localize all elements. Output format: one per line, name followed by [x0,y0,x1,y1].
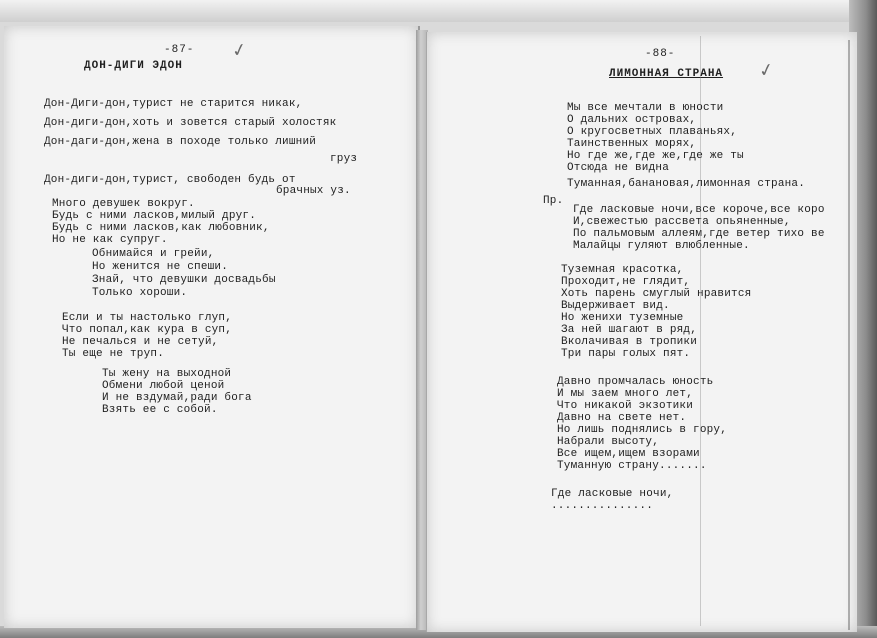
lyric-line: Проходит,не глядит, [561,276,691,288]
lyric-line: Что попал,как кура в суп, [62,324,233,336]
lyric-line: Ты еще не труп. [62,348,165,360]
lyric-line: Все ищем,ищем взорами [557,448,700,460]
lyric-line: О дальних островах, [567,114,697,126]
lyric-line: Малайцы гуляют влюбленные. [573,240,750,252]
lyric-line: И мы заем много лет, [557,388,694,400]
lyric-line: Туманную страну....... [557,460,707,472]
lyric-line: Дон-диги-дон,хоть и зовется старый холостяк [44,117,337,129]
page-number: -88- [645,48,676,60]
lyric-line: Давно промчалась юность [557,376,714,388]
right-page [426,32,857,632]
lyric-line: Туземная красотка, [561,264,684,276]
page-number: -87- [164,44,195,56]
page-edge-line [848,40,850,630]
lyric-line: И,свежестью рассвета опьяненные, [573,216,791,228]
pen-check-mark: ✓ [756,58,777,83]
lyric-line: брачных уз. [276,185,351,197]
lyric-line: Если и ты настолько глуп, [62,312,233,324]
lyric-line: Хоть парень смуглый нравится [561,288,752,300]
scan-top-border [0,0,877,22]
lyric-line: Обмени любой ценой [102,380,225,392]
lyric-line: Что никакой экзотики [557,400,694,412]
lyric-line: Будь с ними ласков,милый друг. [52,210,257,222]
lyric-line: Отсюда не видна [567,162,670,174]
lyric-line: О кругосветных плаваньях, [567,126,738,138]
lyric-line: Набрали высоту, [557,436,660,448]
lyric-line: Но лишь поднялись в гору, [557,424,728,436]
lyric-line: Но женится не спеши. [92,261,229,273]
lyric-line: Но где же,где же,где же ты [567,150,744,162]
lyric-line: Где ласковые ночи,все короче,все коро [573,204,825,216]
lyric-line: Но не как супруг. [52,234,168,246]
lyric-line: Где ласковые ночи, [551,488,674,500]
lyric-line: Давно на свете нет. [557,412,687,424]
lyric-line: Ты жену на выходной [102,368,232,380]
lyric-line: Вколачивая в тропики [561,336,698,348]
lyric-line: Знай, что девушки досвадьбы [92,274,276,286]
lyric-line: За ней шагают в ряд, [561,324,698,336]
lyric-line: Будь с ними ласков,как любовник, [52,222,270,234]
chorus-marker: Пр. [543,195,564,207]
lyric-line: Таинственных морях, [567,138,697,150]
lyric-line: Много девушек вокруг. [52,198,195,210]
lyric-line: Мы все мечтали в юности [567,102,724,114]
lyric-line: И не вздумай,ради бога [102,392,252,404]
lyric-line: Три пары голых пят. [561,348,691,360]
dotted-line: ............... [551,500,654,512]
lyric-line: груз [330,153,358,165]
lyric-line: По пальмовым аллеям,где ветер тихо ве [573,228,825,240]
lyric-line: Но женихи туземные [561,312,684,324]
lyric-line: Обнимайся и грейи, [92,248,215,260]
lyric-line: Туманная,банановая,лимонная страна. [567,178,806,190]
lyric-line: Дон-Диги-дон,турист не старится никак, [44,98,303,110]
song-title: ДОН-ДИГИ ЭДОН [84,60,183,72]
lyric-line: Не печалься и не сетуй, [62,336,219,348]
left-page [4,26,420,628]
lyric-line: Дон-даги-дон,жена в походе только лишний [44,136,317,148]
lyric-line: Только хороши. [92,287,188,299]
lyric-line: Выдерживает вид. [561,300,670,312]
song-title: ЛИМОННАЯ СТРАНА [609,68,724,80]
page-fold-line [700,36,701,626]
pen-check-mark: ✓ [229,38,250,63]
lyric-line: Дон-диги-дон,турист, свободен будь от [44,174,296,186]
lyric-line: Взять ее с собой. [102,404,218,416]
